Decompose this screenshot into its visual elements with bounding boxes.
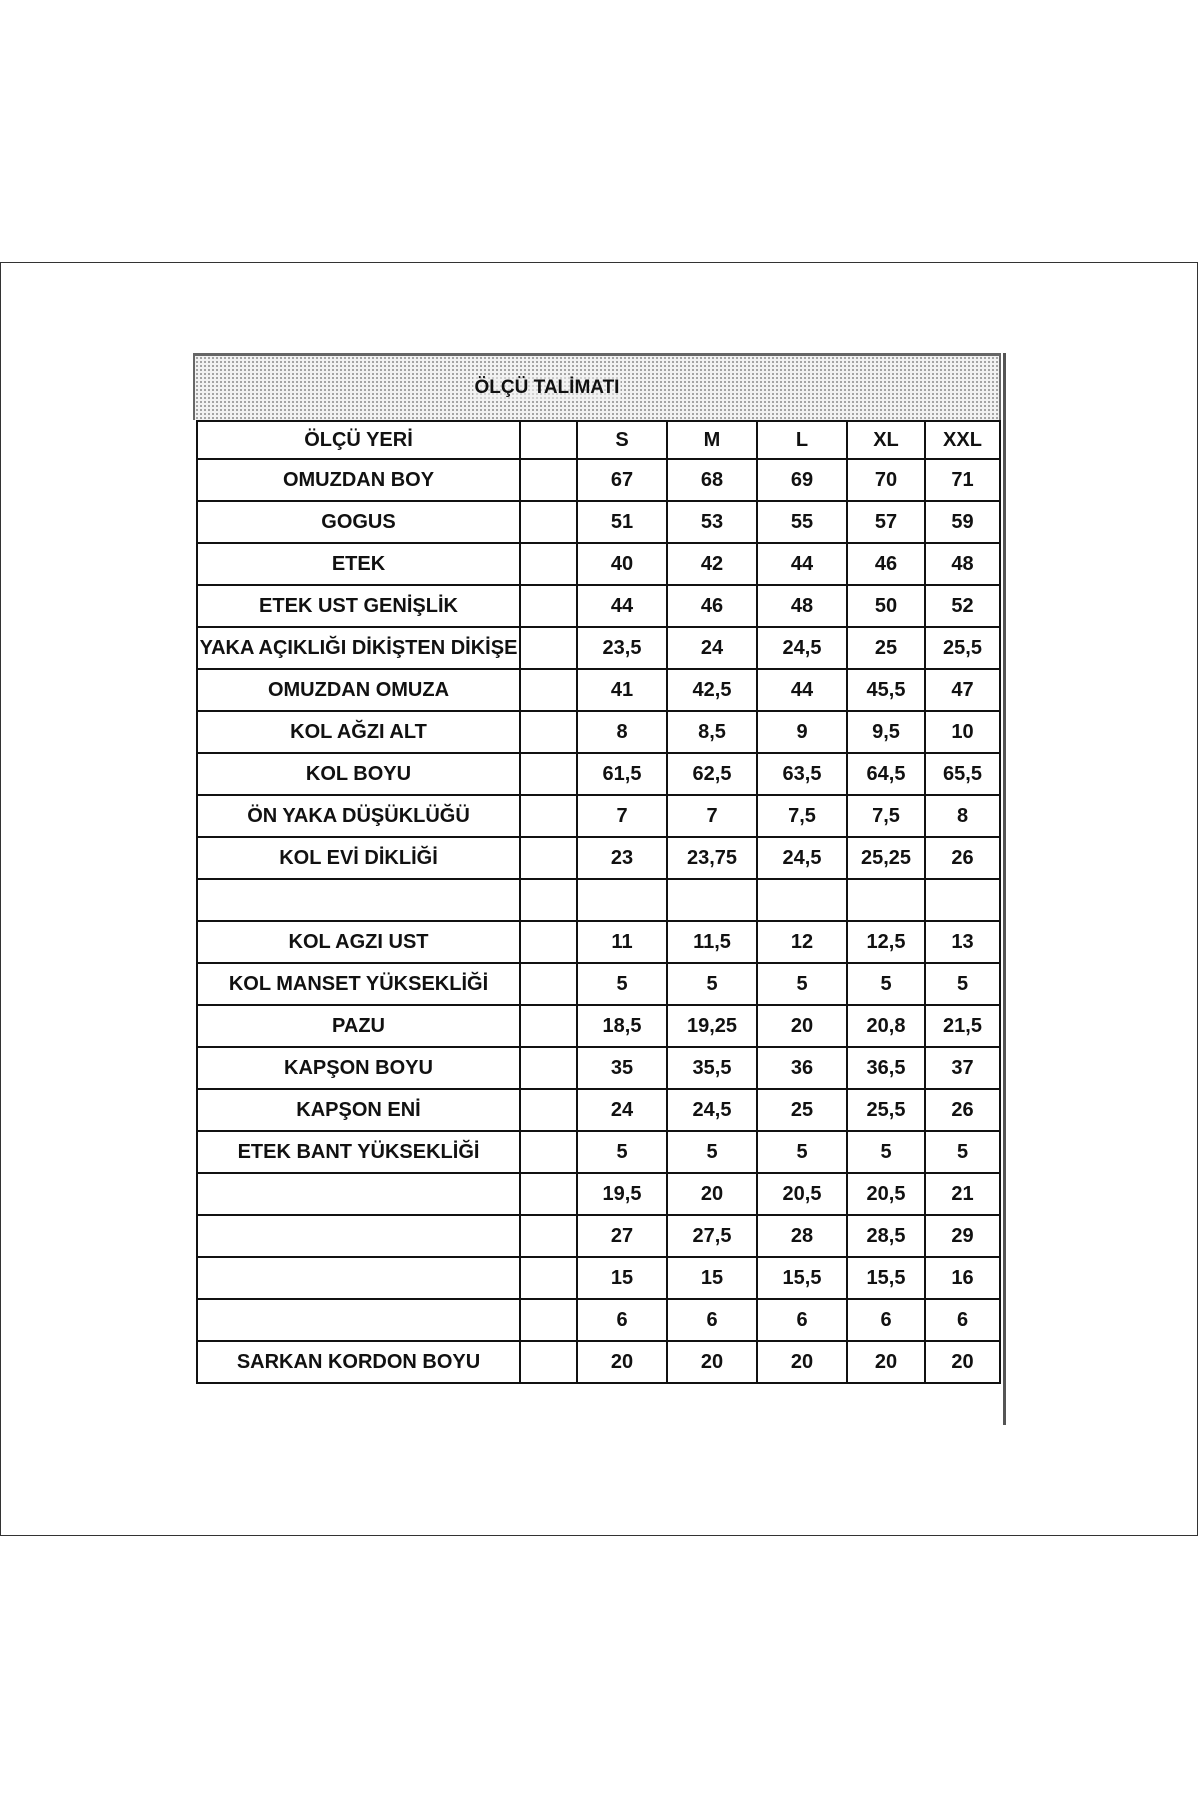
value-cell: 20	[667, 1173, 757, 1215]
header-blank-cell	[520, 421, 577, 459]
blank-cell	[520, 963, 577, 1005]
value-cell: 51	[577, 501, 667, 543]
value-cell: 29	[925, 1215, 1000, 1257]
blank-cell	[520, 459, 577, 501]
value-cell: 45,5	[847, 669, 925, 711]
value-cell: 44	[577, 585, 667, 627]
value-cell	[577, 879, 667, 921]
value-cell: 13	[925, 921, 1000, 963]
row-label-cell: PAZU	[197, 1005, 520, 1047]
table-row	[197, 753, 1000, 795]
value-cell: 61,5	[577, 753, 667, 795]
value-cell: 25,5	[847, 1089, 925, 1131]
value-cell: 44	[757, 543, 847, 585]
table-row	[197, 837, 1000, 879]
table-row	[197, 1047, 1000, 1089]
row-label-cell	[197, 1257, 520, 1299]
row-label-cell	[197, 1215, 520, 1257]
row-label-cell: ETEK	[197, 543, 520, 585]
table-row	[197, 627, 1000, 669]
value-cell: 35,5	[667, 1047, 757, 1089]
value-cell: 5	[577, 1131, 667, 1173]
value-cell: 19,25	[667, 1005, 757, 1047]
table-row	[197, 585, 1000, 627]
row-label-cell	[197, 879, 520, 921]
value-cell: 9	[757, 711, 847, 753]
value-cell: 21,5	[925, 1005, 1000, 1047]
blank-cell	[520, 1341, 577, 1383]
value-cell: 20	[577, 1341, 667, 1383]
value-cell: 15	[667, 1257, 757, 1299]
table-row	[197, 879, 1000, 921]
value-cell: 12	[757, 921, 847, 963]
table-row	[197, 1089, 1000, 1131]
blank-cell	[520, 1047, 577, 1089]
value-cell: 70	[847, 459, 925, 501]
value-cell	[667, 879, 757, 921]
value-cell: 5	[925, 1131, 1000, 1173]
value-cell: 71	[925, 459, 1000, 501]
row-label-cell	[197, 1299, 520, 1341]
value-cell: 6	[667, 1299, 757, 1341]
value-cell: 37	[925, 1047, 1000, 1089]
value-cell: 47	[925, 669, 1000, 711]
row-label-cell: KOL MANSET YÜKSEKLİĞİ	[197, 963, 520, 1005]
row-label-cell: YAKA AÇIKLIĞI DİKİŞTEN DİKİŞE	[197, 627, 520, 669]
table-row	[197, 795, 1000, 837]
value-cell: 20	[757, 1341, 847, 1383]
value-cell: 25,5	[925, 627, 1000, 669]
value-cell: 23,75	[667, 837, 757, 879]
value-cell: 7	[577, 795, 667, 837]
value-cell: 44	[757, 669, 847, 711]
value-cell: 9,5	[847, 711, 925, 753]
value-cell: 40	[577, 543, 667, 585]
value-cell: 20	[757, 1005, 847, 1047]
header-size-cell: S	[577, 421, 667, 459]
blank-cell	[520, 543, 577, 585]
value-cell: 5	[757, 963, 847, 1005]
value-cell: 59	[925, 501, 1000, 543]
blank-cell	[520, 879, 577, 921]
table-row	[197, 459, 1000, 501]
blank-cell	[520, 1131, 577, 1173]
value-cell: 12,5	[847, 921, 925, 963]
value-cell	[847, 879, 925, 921]
row-label-cell: ETEK BANT YÜKSEKLİĞİ	[197, 1131, 520, 1173]
blank-cell	[520, 669, 577, 711]
table-row	[197, 711, 1000, 753]
value-cell: 8,5	[667, 711, 757, 753]
value-cell: 46	[847, 543, 925, 585]
value-cell: 50	[847, 585, 925, 627]
value-cell: 5	[925, 963, 1000, 1005]
value-cell: 42	[667, 543, 757, 585]
value-cell: 8	[925, 795, 1000, 837]
row-label-cell: KOL AGZI UST	[197, 921, 520, 963]
value-cell: 10	[925, 711, 1000, 753]
blank-cell	[520, 585, 577, 627]
blank-cell	[520, 1173, 577, 1215]
table-row	[197, 1173, 1000, 1215]
value-cell: 23	[577, 837, 667, 879]
value-cell: 15	[577, 1257, 667, 1299]
blank-cell	[520, 1299, 577, 1341]
value-cell: 24,5	[757, 627, 847, 669]
value-cell: 46	[667, 585, 757, 627]
value-cell: 25,25	[847, 837, 925, 879]
value-cell: 62,5	[667, 753, 757, 795]
value-cell: 8	[577, 711, 667, 753]
row-label-cell: GOGUS	[197, 501, 520, 543]
value-cell: 15,5	[847, 1257, 925, 1299]
header-size-cell: L	[757, 421, 847, 459]
value-cell: 20	[925, 1341, 1000, 1383]
row-label-cell: ÖN YAKA DÜŞÜKLÜĞÜ	[197, 795, 520, 837]
value-cell: 26	[925, 1089, 1000, 1131]
value-cell: 20,8	[847, 1005, 925, 1047]
value-cell: 67	[577, 459, 667, 501]
value-cell: 48	[757, 585, 847, 627]
header-row	[197, 421, 1000, 459]
blank-cell	[520, 753, 577, 795]
chart-title-bar	[193, 353, 1001, 420]
header-label-cell: ÖLÇÜ YERİ	[197, 421, 520, 459]
header-size-cell: XL	[847, 421, 925, 459]
value-cell: 5	[847, 963, 925, 1005]
value-cell: 5	[667, 1131, 757, 1173]
row-label-cell: OMUZDAN BOY	[197, 459, 520, 501]
value-cell: 24,5	[667, 1089, 757, 1131]
chart-title: ÖLÇÜ TALİMATI	[474, 377, 620, 398]
value-cell: 20,5	[847, 1173, 925, 1215]
row-label-cell: KAPŞON BOYU	[197, 1047, 520, 1089]
value-cell: 53	[667, 501, 757, 543]
table-row	[197, 1257, 1000, 1299]
table-row	[197, 1215, 1000, 1257]
value-cell: 25	[757, 1089, 847, 1131]
value-cell: 28,5	[847, 1215, 925, 1257]
value-cell: 42,5	[667, 669, 757, 711]
table-row	[197, 963, 1000, 1005]
value-cell: 24,5	[757, 837, 847, 879]
row-label-cell: KAPŞON ENİ	[197, 1089, 520, 1131]
value-cell: 7,5	[847, 795, 925, 837]
value-cell: 15,5	[757, 1257, 847, 1299]
value-cell: 68	[667, 459, 757, 501]
blank-cell	[520, 1215, 577, 1257]
value-cell: 27,5	[667, 1215, 757, 1257]
row-label-cell: ETEK UST GENİŞLİK	[197, 585, 520, 627]
header-size-cell: XXL	[925, 421, 1000, 459]
value-cell: 69	[757, 459, 847, 501]
table-row	[197, 1005, 1000, 1047]
value-cell: 6	[925, 1299, 1000, 1341]
value-cell: 7,5	[757, 795, 847, 837]
value-cell: 21	[925, 1173, 1000, 1215]
blank-cell	[520, 921, 577, 963]
blank-cell	[520, 627, 577, 669]
value-cell: 25	[847, 627, 925, 669]
sheet-edge	[1003, 353, 1006, 1425]
row-label-cell	[197, 1173, 520, 1215]
value-cell: 35	[577, 1047, 667, 1089]
value-cell: 41	[577, 669, 667, 711]
value-cell: 24	[667, 627, 757, 669]
value-cell: 5	[577, 963, 667, 1005]
value-cell: 27	[577, 1215, 667, 1257]
value-cell: 23,5	[577, 627, 667, 669]
row-label-cell: OMUZDAN OMUZA	[197, 669, 520, 711]
value-cell: 64,5	[847, 753, 925, 795]
header-size-cell: M	[667, 421, 757, 459]
table-row	[197, 1131, 1000, 1173]
blank-cell	[520, 501, 577, 543]
table-row	[197, 921, 1000, 963]
value-cell: 7	[667, 795, 757, 837]
value-cell: 6	[577, 1299, 667, 1341]
value-cell: 20	[667, 1341, 757, 1383]
row-label-cell: SARKAN KORDON BOYU	[197, 1341, 520, 1383]
value-cell: 36,5	[847, 1047, 925, 1089]
blank-cell	[520, 1089, 577, 1131]
value-cell: 6	[757, 1299, 847, 1341]
value-cell: 11	[577, 921, 667, 963]
size-table	[196, 420, 1001, 1384]
blank-cell	[520, 1005, 577, 1047]
value-cell: 11,5	[667, 921, 757, 963]
value-cell	[925, 879, 1000, 921]
value-cell: 24	[577, 1089, 667, 1131]
value-cell: 20,5	[757, 1173, 847, 1215]
table-row	[197, 543, 1000, 585]
table-row	[197, 669, 1000, 711]
blank-cell	[520, 795, 577, 837]
value-cell: 65,5	[925, 753, 1000, 795]
value-cell: 5	[847, 1131, 925, 1173]
value-cell: 6	[847, 1299, 925, 1341]
row-label-cell: KOL AĞZI ALT	[197, 711, 520, 753]
value-cell: 55	[757, 501, 847, 543]
value-cell: 5	[667, 963, 757, 1005]
value-cell	[757, 879, 847, 921]
blank-cell	[520, 711, 577, 753]
value-cell: 16	[925, 1257, 1000, 1299]
value-cell: 52	[925, 585, 1000, 627]
value-cell: 26	[925, 837, 1000, 879]
table-row	[197, 1341, 1000, 1383]
value-cell: 20	[847, 1341, 925, 1383]
value-cell: 36	[757, 1047, 847, 1089]
blank-cell	[520, 1257, 577, 1299]
value-cell: 28	[757, 1215, 847, 1257]
table-row	[197, 1299, 1000, 1341]
row-label-cell: KOL EVİ DİKLİĞİ	[197, 837, 520, 879]
row-label-cell: KOL BOYU	[197, 753, 520, 795]
value-cell: 5	[757, 1131, 847, 1173]
blank-cell	[520, 837, 577, 879]
value-cell: 48	[925, 543, 1000, 585]
value-cell: 18,5	[577, 1005, 667, 1047]
value-cell: 19,5	[577, 1173, 667, 1215]
value-cell: 57	[847, 501, 925, 543]
table-row	[197, 501, 1000, 543]
value-cell: 63,5	[757, 753, 847, 795]
